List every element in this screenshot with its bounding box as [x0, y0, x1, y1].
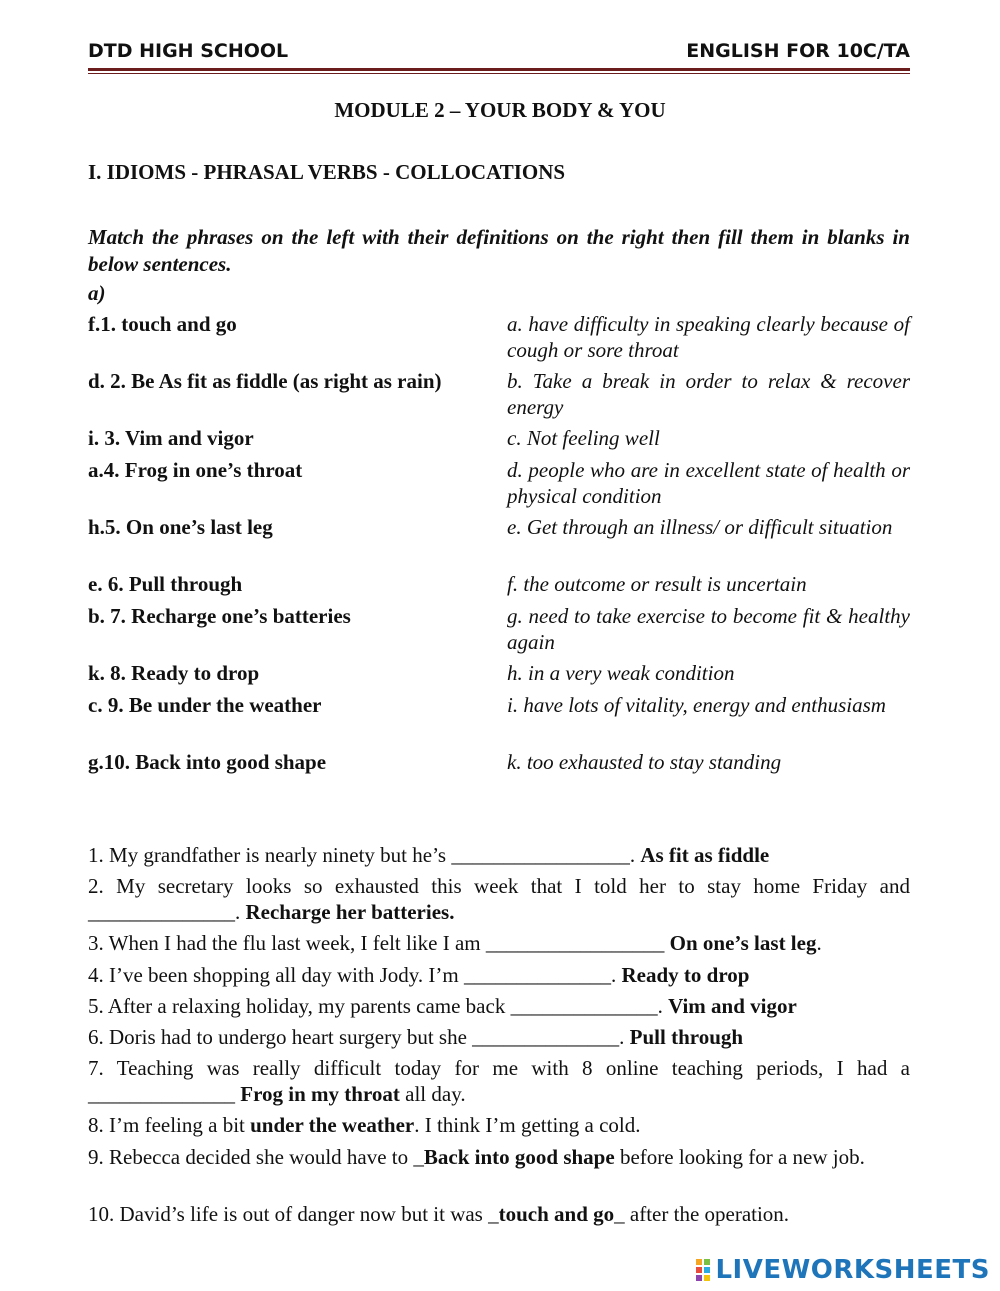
matching-phrase: g.10. Back into good shape	[88, 750, 327, 774]
matching-definition: f. the outcome or result is uncertain	[507, 572, 807, 596]
sentence-item	[88, 1024, 910, 1050]
sentence-answer: Recharge her batteries.	[245, 900, 455, 924]
sentence-text: 6. Doris had to undergo heart surgery but she ______________.	[88, 1025, 630, 1049]
sentence-text: . I think I’m getting a cold.	[414, 1113, 641, 1137]
sentence-item	[88, 1144, 910, 1170]
sentence-item	[88, 1201, 910, 1227]
logo-block	[696, 1267, 702, 1273]
matching-phrase: k. 8. Ready to drop	[88, 661, 260, 685]
sentence-item	[88, 993, 910, 1019]
logo-block	[696, 1275, 702, 1281]
matching-phrase: i. 3. Vim and vigor	[88, 426, 254, 450]
liveworksheets-logo[interactable]	[696, 1255, 990, 1285]
sentence-answer: under the weather	[250, 1113, 415, 1137]
matching-definition: k. too exhausted to stay standing	[507, 750, 782, 774]
matching-definition: h. in a very weak condition	[507, 661, 735, 685]
matching-phrase: b. 7. Recharge one’s batteries	[88, 604, 351, 628]
sentence-text: 8. I’m feeling a bit	[88, 1113, 251, 1137]
matching-phrase: h.5. On one’s last leg	[88, 515, 273, 539]
matching-definition: g. need to take exercise to become fit & healthy again	[507, 604, 910, 654]
matching-definition: e. Get through an illness/ or difficult situation	[507, 515, 893, 539]
sentence-text: 3. When I had the flu last week, I felt like I am _________________	[88, 931, 670, 955]
sentence-answer: Back into good shape	[423, 1145, 615, 1169]
sentence-text: before looking for a new job.	[614, 1145, 865, 1169]
logo-block	[696, 1259, 702, 1265]
matching-definition: d. people who are in excellent state of health or physical condition	[507, 458, 910, 508]
sentence-item	[88, 873, 910, 925]
course-name: ENGLISH FOR 10C/TA	[686, 40, 910, 62]
sentence-text: 2. My secretary looks so exhausted this week that I told her to stay home Friday and ______________.	[88, 874, 910, 924]
sentence-text: 7. Teaching was really difficult today for me with 8 online teaching periods, I had a ______________	[88, 1056, 910, 1106]
instruction-text: Match the phrases on the left with their definitions on the right then fill them in blanks in below sentences.	[88, 225, 910, 276]
sentence-text: 9. Rebecca decided she would have to _	[88, 1145, 424, 1169]
logo-block	[704, 1275, 710, 1281]
sentence-answer: touch and go	[498, 1202, 615, 1226]
sentence-item	[88, 1112, 910, 1138]
matching-definition: b. Take a break in order to relax & recover energy	[507, 369, 910, 419]
sentence-answer: Vim and vigor	[668, 994, 797, 1018]
sentence-answer: Ready to drop	[621, 963, 750, 987]
sentence-text: 5. After a relaxing holiday, my parents came back ______________.	[88, 994, 669, 1018]
sentence-text: 10. David’s life is out of danger now but it was _	[88, 1202, 499, 1226]
module-title: MODULE 2 – YOUR BODY & YOU	[334, 98, 666, 122]
logo-mark-icon	[696, 1259, 710, 1281]
logo-text: LIVEWORKSHEETS	[715, 1255, 990, 1285]
school-name: DTD HIGH SCHOOL	[88, 40, 289, 62]
sentence-item	[88, 1055, 910, 1107]
header-divider	[88, 73, 910, 74]
sentence-item	[88, 962, 910, 988]
sentence-text: 1. My grandfather is nearly ninety but he’s _________________.	[88, 843, 641, 867]
sentence-answer: As fit as fiddle	[640, 843, 770, 867]
sentence-text: all day.	[399, 1082, 466, 1106]
matching-phrase: c. 9. Be under the weather	[88, 693, 322, 717]
matching-phrase: f.1. touch and go	[88, 312, 237, 336]
sentence-answer: Frog in my throat	[240, 1082, 400, 1106]
part-label: a)	[88, 281, 106, 305]
sentence-answer: Pull through	[629, 1025, 744, 1049]
page-header	[88, 38, 910, 71]
sentence-item	[88, 842, 910, 868]
matching-phrase: a.4. Frog in one’s throat	[88, 458, 303, 482]
matching-phrase: d. 2. Be As fit as fiddle (as right as rain)	[88, 369, 442, 393]
logo-block	[704, 1267, 710, 1273]
matching-definition: c. Not feeling well	[507, 426, 660, 450]
logo-block	[704, 1259, 710, 1265]
sentence-item	[88, 930, 910, 956]
sentence-answer: On one’s last leg	[669, 931, 817, 955]
matching-definition: a. have difficulty in speaking clearly because of cough or sore throat	[507, 312, 910, 362]
sentence-text: .	[816, 931, 822, 955]
sentence-text: 4. I’ve been shopping all day with Jody. I’m ______________.	[88, 963, 622, 987]
sentence-text: _ after the operation.	[614, 1202, 790, 1226]
section-heading: I. IDIOMS - PHRASAL VERBS - COLLOCATIONS	[88, 160, 566, 184]
matching-phrase: e. 6. Pull through	[88, 572, 243, 596]
matching-definition: i. have lots of vitality, energy and enthusiasm	[507, 693, 886, 717]
